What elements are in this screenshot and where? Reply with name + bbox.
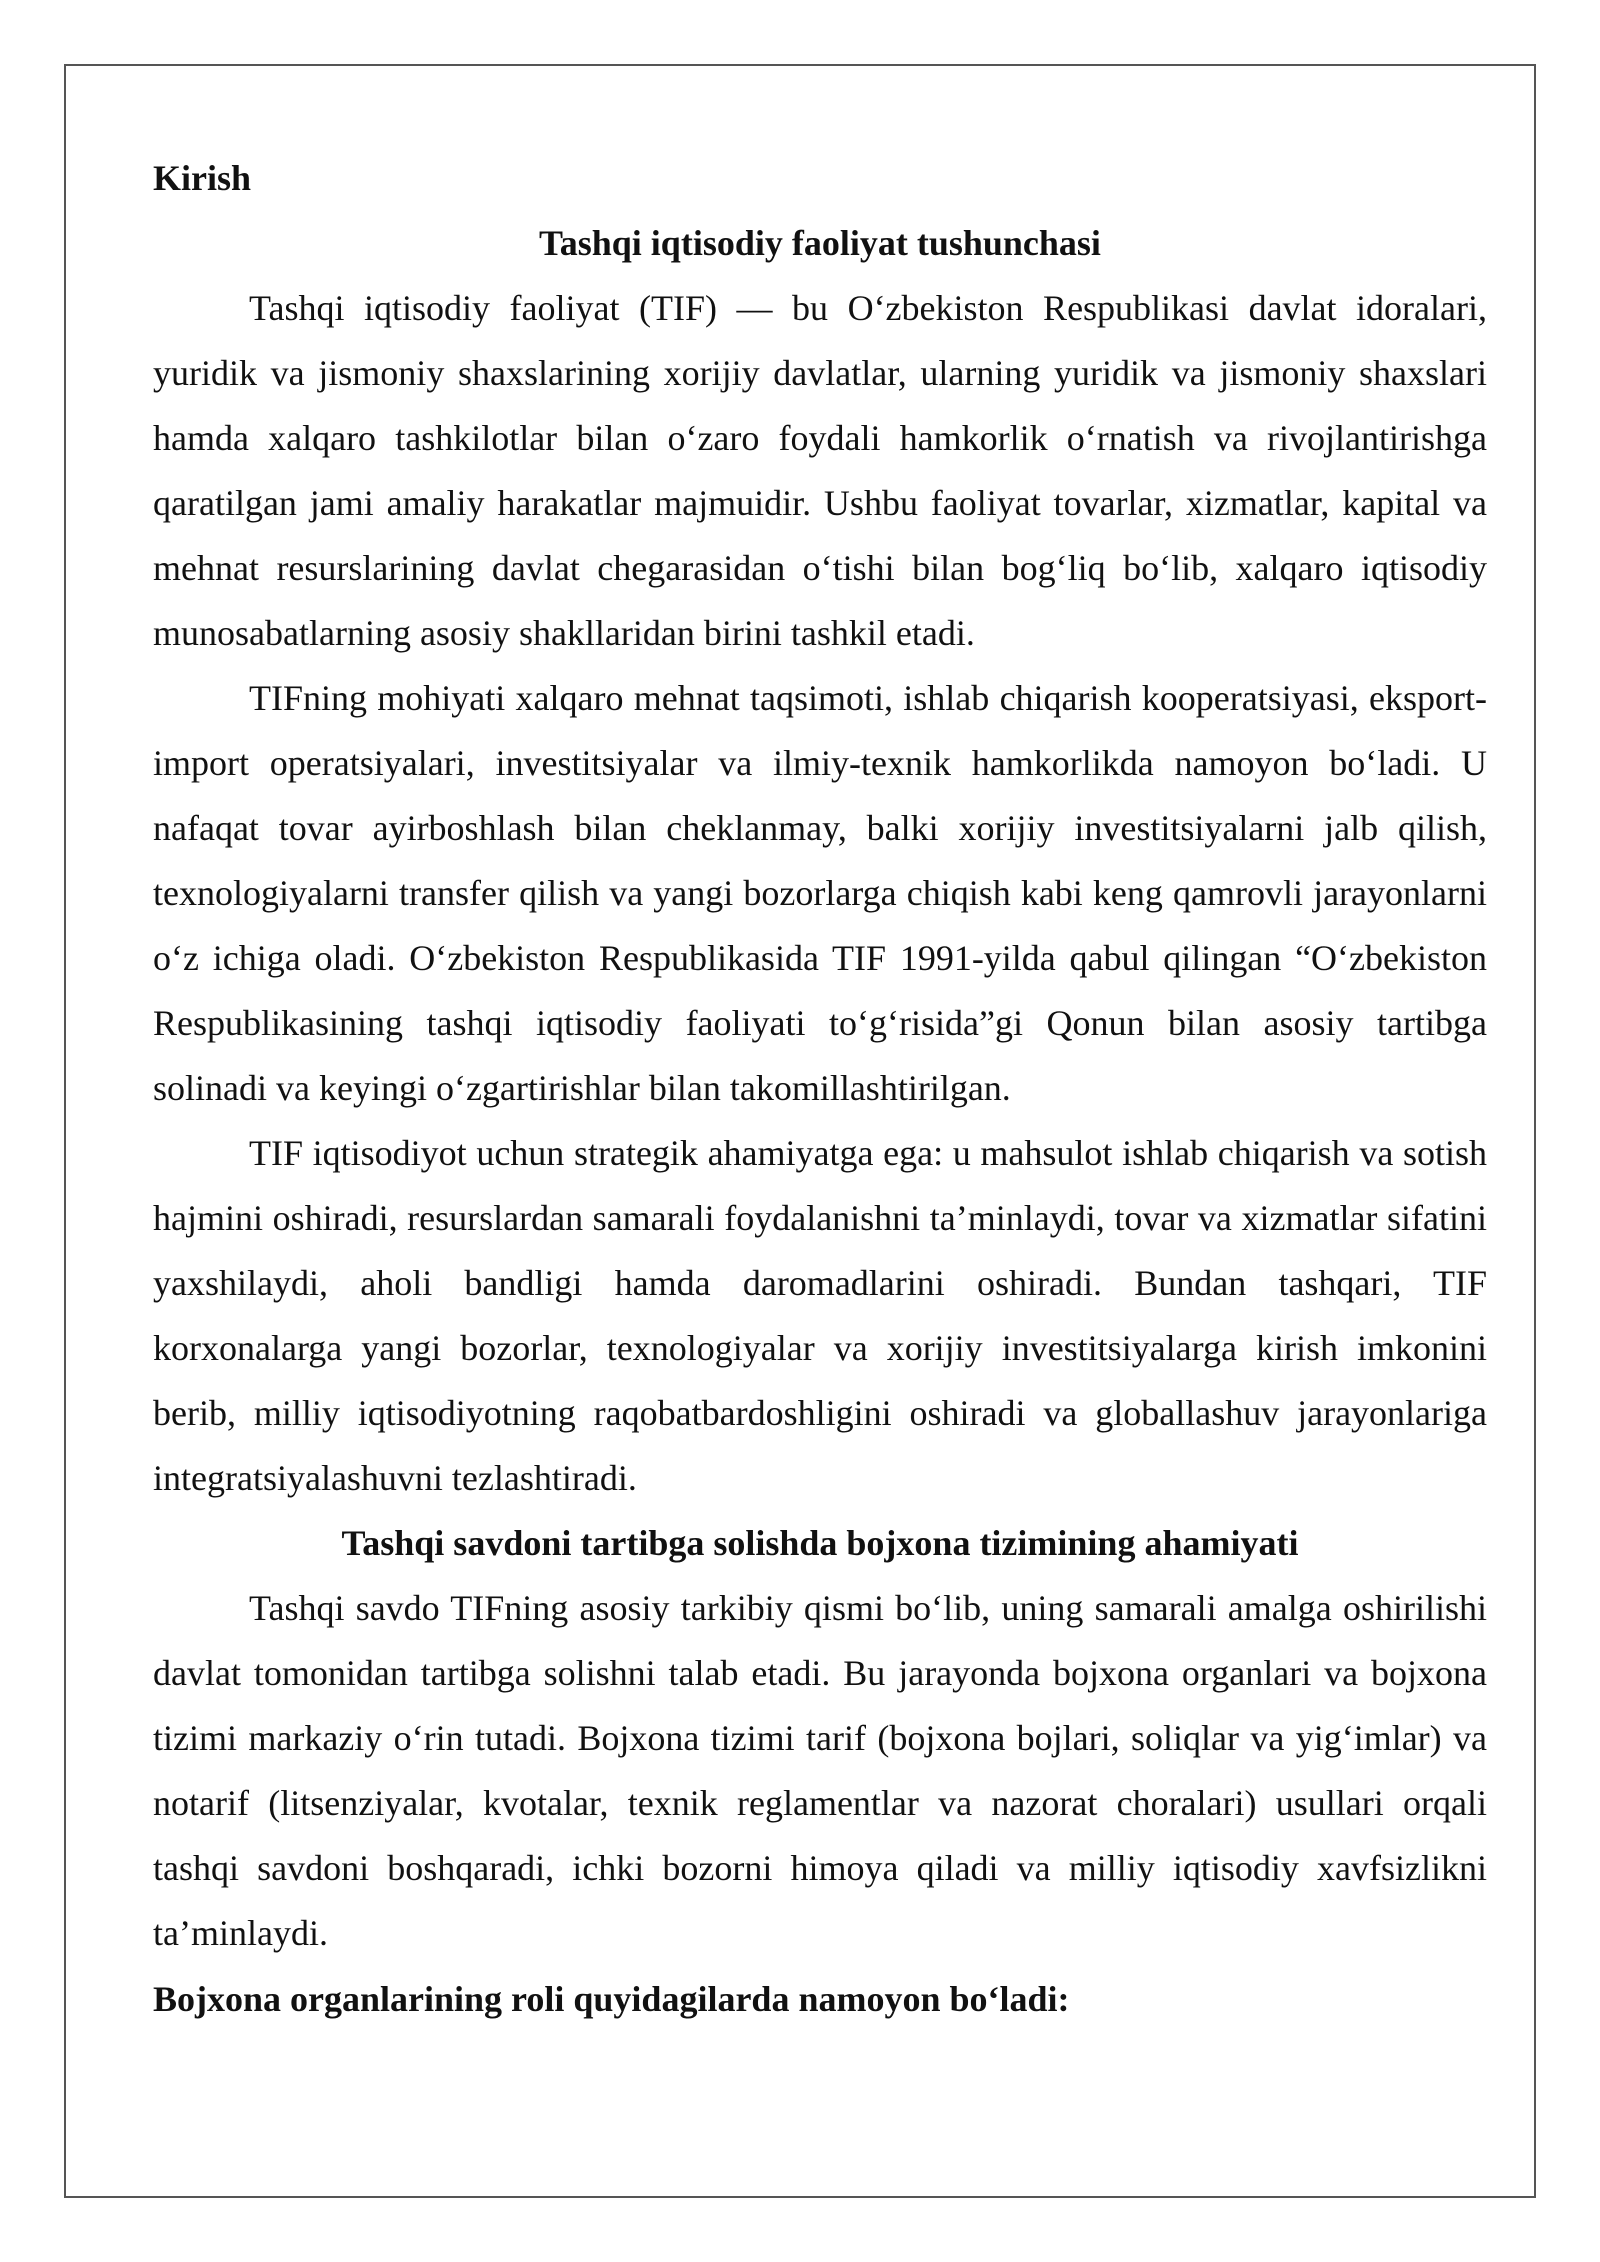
- document-body: [153, 145, 1487, 2032]
- heading-customs-role: Bojxona organlarining roli quyidagilarda namoyon bo‘ladi:: [153, 1979, 1070, 2019]
- paragraph-customs-system: Tashqi savdo TIFning asosiy tarkibiy qismi bo‘lib, uning samarali amalga oshirilishi davlat tomonidan tartibga solishni talab etadi. Bu jarayonda bojxona organlari va bojxona tizimi markaziy o‘rin tutadi. Bojxona tizimi tarif (bojxona bojlari, soliqlar va yig‘imlar) va notarif (litsenziyalar, kvotalar, texnik reglamentlar va nazorat choralari) usullari orqali tashqi savdoni boshqaradi, ichki bozorni himoya qiladi va milliy iqtisodiy xavfsizlikni ta’minlaydi.: [153, 1588, 1487, 1953]
- heading-tif-concept: Tashqi iqtisodiy faoliyat tushunchasi: [539, 223, 1101, 263]
- paragraph-tif-definition: Tashqi iqtisodiy faoliyat (TIF) — bu O‘zbekiston Respublikasi davlat idoralari, yuridik va jismoniy shaxslarining xorijiy davlatlar, ularning yuridik va jismoniy shaxslari hamda xalqaro tashkilotlar bilan o‘zaro foydali hamkorlik o‘rnatish va rivojlantirishga qaratilgan jami amaliy harakatlar majmuidir. Ushbu faoliyat tovarlar, xizmatlar, kapital va mehnat resurslarining davlat chegarasidan o‘tishi bilan bog‘liq bo‘lib, xalqaro iqtisodiy munosabatlarning asosiy shakllaridan birini tashkil etadi.: [153, 288, 1487, 653]
- section-label: Kirish: [153, 158, 252, 198]
- paragraph-tif-essence: TIFning mohiyati xalqaro mehnat taqsimoti, ishlab chiqarish kooperatsiyasi, eksport-import operatsiyalari, investitsiyalar va ilmiy-texnik hamkorlikda namoyon bo‘ladi. U nafaqat tovar ayirboshlash bilan cheklanmay, balki xorijiy investitsiyalarni jalb qilish, texnologiyalarni transfer qilish va yangi bozorlarga chiqish kabi keng qamrovli jarayonlarni o‘z ichiga oladi. O‘zbekiston Respublikasida TIF 1991-yilda qabul qilingan “O‘zbekiston Respublikasining tashqi iqtisodiy faoliyati to‘g‘risida”gi Qonun bilan asosiy tartibga solinadi va keyingi o‘zgartirishlar bilan takomillashtirilgan.: [153, 678, 1487, 1108]
- paragraph-tif-importance: TIF iqtisodiyot uchun strategik ahamiyatga ega: u mahsulot ishlab chiqarish va sotish hajmini oshiradi, resurslardan samarali foydalanishni ta’minlaydi, tovar va xizmatlar sifatini yaxshilaydi, aholi bandligi hamda daromadlarini oshiradi. Bundan tashqari, TIF korxonalarga yangi bozorlar, texnologiyalar va xorijiy investitsiyalarga kirish imkonini berib, milliy iqtisodiyotning raqobatbardoshligini oshiradi va globallashuv jarayonlariga integratsiyalashuvni tezlashtiradi.: [153, 1133, 1487, 1498]
- heading-customs-importance: Tashqi savdoni tartibga solishda bojxona tizimining ahamiyati: [341, 1523, 1299, 1563]
